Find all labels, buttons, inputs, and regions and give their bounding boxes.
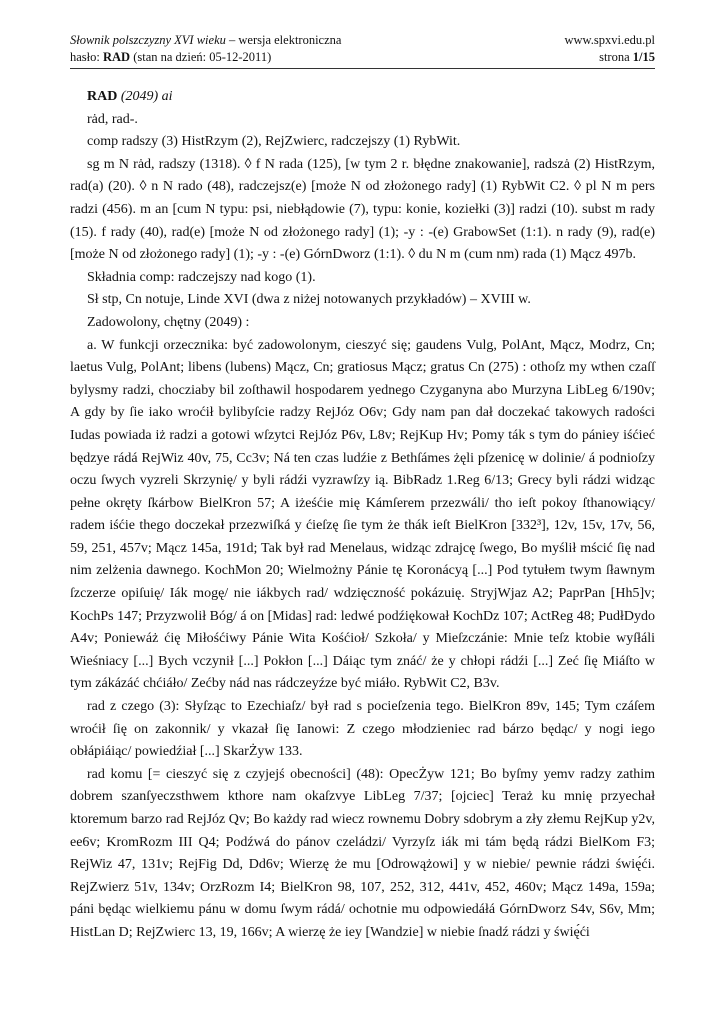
paragraph-comparative: comp radszy (3) HistRzym (2), RejZwierc, radczejszy (1) RybWit. (87, 134, 461, 150)
headword-line (70, 86, 655, 109)
page-indicator (599, 49, 655, 66)
dictionary-title (70, 32, 341, 49)
haslo-word: RAD (102, 50, 131, 64)
entry-content (70, 86, 655, 945)
part-of-speech: ai (161, 89, 173, 104)
site-url[interactable]: www.spxvi.edu.pl (564, 33, 655, 47)
paragraph-sources: Sł stp, Cn notuje, Linde XVI (dwa z niżej notowanych przykładów) – XVIII w. (87, 292, 531, 308)
haslo-date: (stan na dzień: 05-12-2011) (130, 50, 272, 64)
edition-label: – wersja elektroniczna (225, 33, 342, 47)
haslo-label: hasło: (70, 50, 103, 64)
header-divider (70, 68, 655, 69)
paragraph-sense-a: a. W funkcji orzecznika: być zadowolonym, cieszyć się; gaudens Vulg, PolAnt, Mącz, Modrz, Cn; laetus Vulg, PolAnt; libens (lubens) Mącz, Cn; gratiosus Mącz; gratus Cn (275) : othoſz my wthen czaſſ bylysmy radzi, chocziaby bil zoſthawil hospodarem yednego Czyganyna abo Murzyna LibLeg 6/190v; A gdy by ſie iako wroćił bylibyſcie radzy RejJóz O6v; Gdy nam pan dał doczekać takowych radości Iudas powiada iż radzi a gotowi wſzytci RejJóz P6v, L8v; RejKup Hv; Pomy ták s tym do pániey iśćieć będzye rádá RejWiz 40v, 75, Cc3v; Ná ten czas ludźie z Bethſámes żęli pſzenicę w dolinie/ á podnioſzy oczu ſwych vyzreli Skrzynię/ y byli rádźi vyzrawſzy ią. BibRadz 1.Reg 6/13; Grecy byli rádzi widząc pełne okręty ſkárbow BielKron 57; A iżeśćie mię Kámſerem przezwáli/ tho ieſt pokoy ſthanowiący/ radem iśćie thego doczekał przezwiſká y ćieſzę ſie tym że thák ieſt BielKron [332³], 12v, 15v, 17v, 56, 59, 251, 457v; Mącz 145a, 191d; Tak był rad Menelaus, widząc zdrajcę ſwego, Bo myślił mścić ſię nad nim zelżenia dawnego. KochMon 20; Wielmożny Pánie tę Koronácyą [...] Pod tytułem twym ſławnym ſzczerze opiſuię/ Iák mogę/ nie iákbych rad/ wdzięczność pokázuię. StryjWjaz A2; PaprPan [Hh5]v; KochPs 147; Przyzwolił Bóg/ á on [Midas] rad: ledwé podźiękował KochDz 107; ActReg 48; PudłDydo A4v; Poniewáż ćię Miłośćiwy Pánie Wita Kośćioł/ Szkoła/ y Mieſzczánie: Mnie teſz ktobie wyſłáli Wieśniacy [...] Bych vczynił [...] Pokłon [...] Dáiąc tym znáć/ że y chłopi rádźi [...] Zeć ſię Miáſto w tym zákázáć chćiáło/ Zećby nád nas rádczeyźze być miáło. RybWit C2, B3v. (70, 337, 655, 692)
paragraph-meaning: Zadowolony, chętny (2049) : (87, 314, 250, 330)
paragraph-variants: rȧd, rad-. (87, 111, 138, 127)
paragraph-rad-z-czego: rad z czego (3): Słyſząc to Ezechiaſz/ był rad s pocieſzenia tego. BielKron 89v, 145; Tym czáſem wroćił ſię on zakonnik/ y vkazał ſię Ianowi: Z czego młodzieniec rad bárzo będąc/ y nogi iego obłápiáiąc/ powiedźiał [...] SkarŻyw 133. (70, 699, 655, 760)
header-row-2 (70, 49, 655, 66)
paragraph-inflection: sg m N rȧd, radszy (1318). ◊ f N rada (125), [w tym 2 r. błędne znakowanie], radszȧ (2) HistRzym, rad(a) (20). ◊ n N rado (48), radczejsz(e) [może N od złożonego rady] (1) RybWit C2. ◊ pl N m pers radzi (456). m an [cum N typu: psi, niebłądowie (7), typu: konie, koziełki (3)] radzi (10). subst m rady (15). f rady (40), rad(e) [może N od złożonego rady] (1); -y : -(e) GrabowSet (1:1). n rady (9), rad(e) [może N od złożonego rady] (1); -y : -(e) GórnDworz (1:1). ◊ du N m (cum nm) rada (1) Mącz 497b. (70, 156, 655, 263)
paragraph-syntax: Składnia comp: radczejszy nad kogo (1). (87, 269, 316, 285)
headword: RAD (87, 89, 118, 104)
page-header (70, 32, 655, 66)
page-number: 1/15 (632, 50, 655, 64)
entry-info (70, 49, 271, 66)
headword-count: (2049) (120, 89, 159, 104)
header-row-1 (70, 32, 655, 49)
page-label: strona (599, 50, 633, 64)
dictionary-name: Słownik polszczyzny XVI wieku (70, 33, 226, 47)
paragraph-rad-komu: rad komu [= cieszyć się z czyjejś obecności] (48): OpecŻyw 121; Bo byſmy yemv radzy zathim dobrem szanſyeczsthwem kthore nam okaſzvye LibLeg 7/37; [ojciec] Teraż ku mnię przyechał ktoremum barzo rad RejJóz Qv; Bo każdy rad wiecz rownemu Dobry sdobrym a zły złemu RejKup y2v, ee6v; KromRozm III Q4; Podźwá do pánov czeládzi/ Vyrzyſz iák mi tám będą rádzi BielKom F3; RejWiz 47, 131v; RejFig Dd, Dd6v; Wierzę że mu [Odrowążowi] y w niebie/ pewnie rádzi świę́ći. RejZwierz 51v, 134v; OrzRozm I4; BielKron 98, 107, 252, 312, 441v, 452, 460v; Mącz 149a, 159a; páni będąc wielkiemu pánu w domu ſwym rádá/ ochotnie mu odpowiedáłá GórnDworz S4v, S6v, Mm; HistLan D; RejZwierc 13, 19, 166v; A wierzę że iey [Wandzie] w niebie ſnadź rádzi y świę́ći (70, 766, 655, 940)
